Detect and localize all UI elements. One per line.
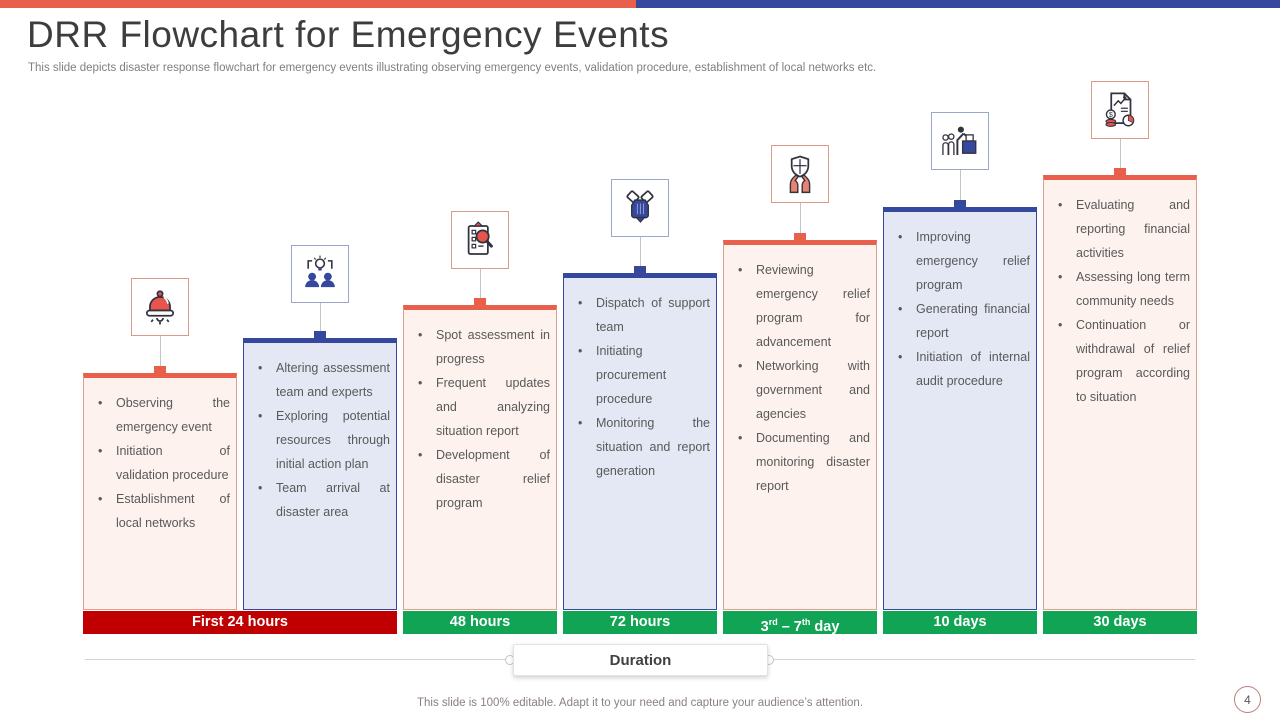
connector-node bbox=[634, 266, 646, 278]
bullet-item: • Initiation of internal audit procedure bbox=[892, 345, 1030, 393]
step-bullet-list bbox=[892, 225, 1030, 393]
step-icon-box bbox=[771, 145, 829, 203]
duration-band: 72 hours bbox=[563, 611, 717, 634]
footer-note: This slide is 100% editable. Adapt it to your need and capture your audience’s attention. bbox=[416, 697, 864, 709]
step-content-box bbox=[83, 373, 237, 610]
svg-text:$: $ bbox=[1108, 111, 1113, 119]
duration-band: 3rd – 7th day bbox=[723, 611, 877, 634]
flow-step bbox=[83, 0, 237, 640]
assessment-checklist-icon bbox=[459, 219, 501, 261]
step-icon-box bbox=[291, 245, 349, 303]
bullet-item: • Exploring potential resources through initial action plan bbox=[252, 404, 390, 476]
step-icon-box bbox=[131, 278, 189, 336]
flow-step bbox=[883, 0, 1037, 640]
bullet-item: • Reviewing emergency relief program for advancement bbox=[732, 258, 870, 354]
step-content-box bbox=[883, 207, 1037, 610]
step-bullet-list bbox=[252, 356, 390, 524]
step-content-box bbox=[403, 305, 557, 610]
step-icon-box bbox=[451, 211, 509, 269]
bullet-item: • Improving emergency relief program bbox=[892, 225, 1030, 297]
step-bullet-list bbox=[1052, 193, 1190, 409]
team-idea-icon bbox=[299, 253, 341, 295]
step-bullet-list bbox=[92, 391, 230, 535]
relief-distribution-icon bbox=[939, 120, 981, 162]
flow-step bbox=[1043, 0, 1197, 640]
bullet-item: • Observing the emergency event bbox=[92, 391, 230, 439]
step-icon-box bbox=[1091, 81, 1149, 139]
page-title: DRR Flowchart for Emergency Events bbox=[27, 14, 670, 55]
financial-report-icon bbox=[1099, 89, 1141, 131]
bullet-item: • Dispatch of support team bbox=[572, 291, 710, 339]
bullet-item: • Networking with government and agencies bbox=[732, 354, 870, 426]
bullet-item: • Team arrival at disaster area bbox=[252, 476, 390, 524]
step-content-box bbox=[723, 240, 877, 610]
step-content-box bbox=[243, 338, 397, 610]
bullet-item: • Frequent updates and analyzing situation report bbox=[412, 371, 550, 443]
step-bullet-list bbox=[572, 291, 710, 483]
flow-step bbox=[403, 0, 557, 640]
bullet-item: • Altering assessment team and experts bbox=[252, 356, 390, 404]
bullet-item: • Evaluating and reporting financial activities bbox=[1052, 193, 1190, 265]
bullet-item: • Establishment of local networks bbox=[92, 487, 230, 535]
flow-step bbox=[563, 0, 717, 640]
bullet-item: • Continuation or withdrawal of relief program according to situation bbox=[1052, 313, 1190, 409]
bullet-item: • Development of disaster relief program bbox=[412, 443, 550, 515]
step-icon-box bbox=[611, 179, 669, 237]
hands-shield-icon bbox=[779, 153, 821, 195]
handshake-icon bbox=[619, 187, 661, 229]
bullet-item: • Monitoring the situation and report generation bbox=[572, 411, 710, 483]
connector-node bbox=[1114, 168, 1126, 180]
flow-step bbox=[723, 0, 877, 640]
page-number-badge: 4 bbox=[1234, 686, 1261, 713]
connector-node bbox=[314, 331, 326, 343]
duration-band: 30 days bbox=[1043, 611, 1197, 634]
step-content-box bbox=[1043, 175, 1197, 610]
bullet-item: • Generating financial report bbox=[892, 297, 1030, 345]
page-subtitle: This slide depicts disaster response flowchart for emergency events illustrating observing emergency events, validation procedure, establishment of local networks etc. bbox=[28, 62, 877, 74]
duration-band: 10 days bbox=[883, 611, 1037, 634]
duration-label: Duration bbox=[513, 644, 768, 676]
connector-node bbox=[474, 298, 486, 310]
bullet-item: • Initiation of validation procedure bbox=[92, 439, 230, 487]
duration-band: First 24 hours bbox=[83, 611, 397, 634]
step-bullet-list bbox=[412, 323, 550, 515]
duration-band: 48 hours bbox=[403, 611, 557, 634]
step-bullet-list bbox=[732, 258, 870, 498]
bullet-item: • Spot assessment in progress bbox=[412, 323, 550, 371]
step-content-box bbox=[563, 273, 717, 610]
connector-node bbox=[794, 233, 806, 245]
connector-node bbox=[154, 366, 166, 378]
bullet-item: • Initiating procurement procedure bbox=[572, 339, 710, 411]
step-icon-box bbox=[931, 112, 989, 170]
alarm-bell-icon bbox=[139, 286, 181, 328]
connector-node bbox=[954, 200, 966, 212]
flow-step bbox=[243, 0, 397, 640]
bullet-item: • Assessing long term community needs bbox=[1052, 265, 1190, 313]
bullet-item: • Documenting and monitoring disaster report bbox=[732, 426, 870, 498]
